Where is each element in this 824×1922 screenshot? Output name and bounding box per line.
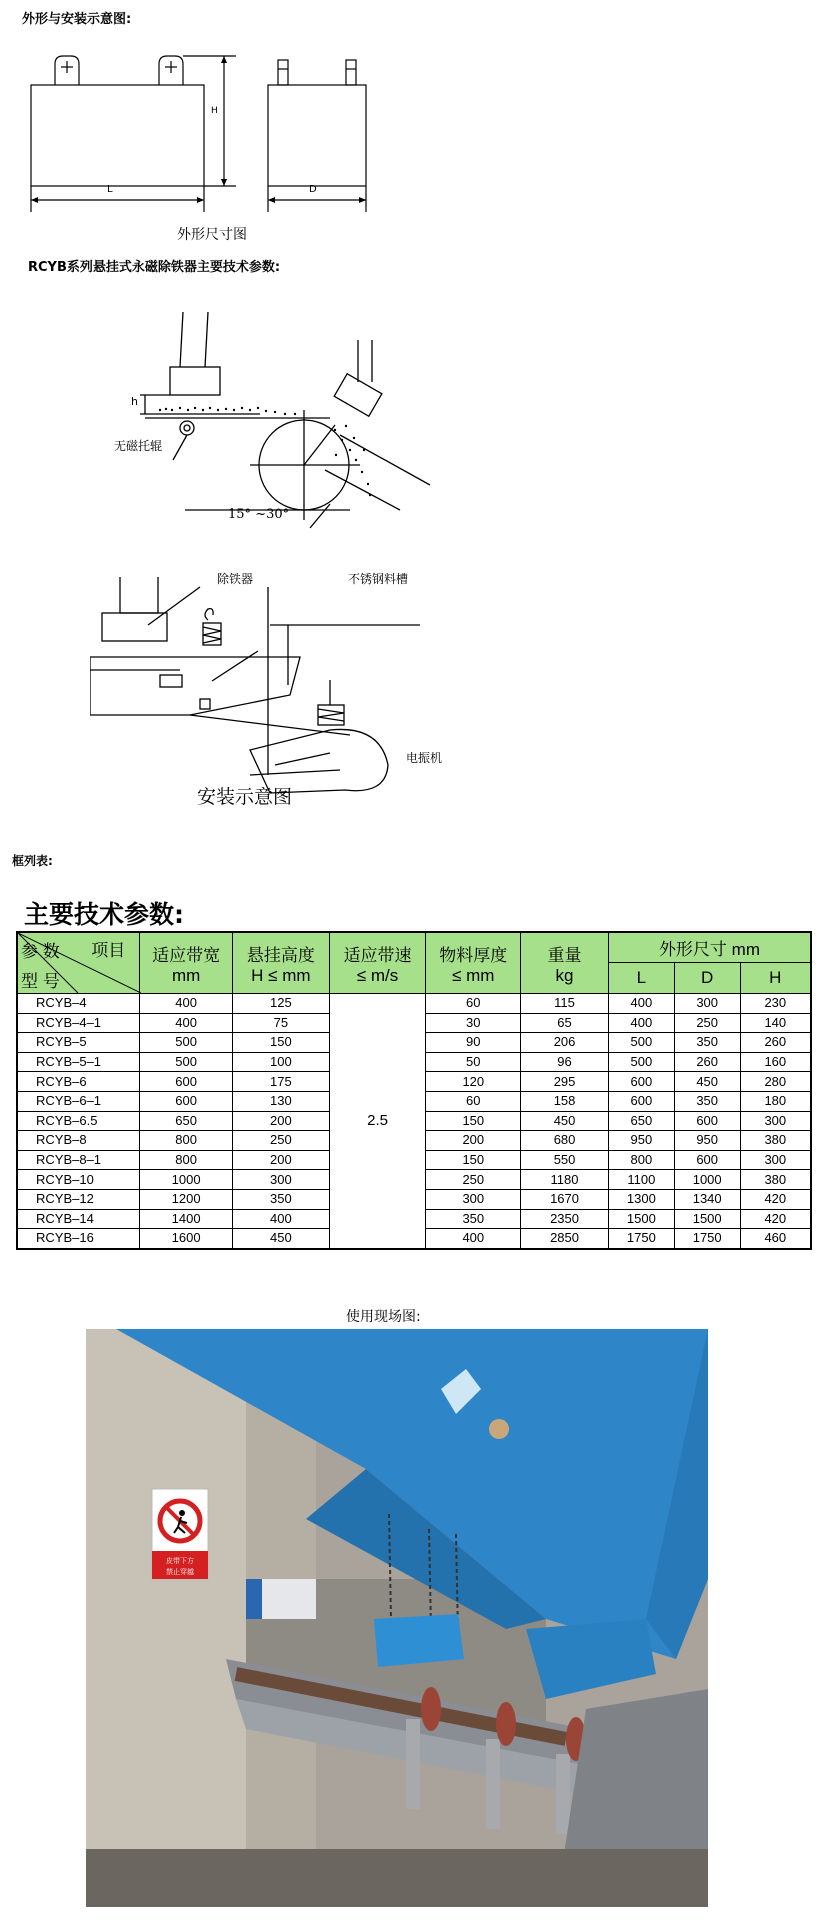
- table-cell: 500: [140, 1033, 233, 1053]
- remover-label: 除铁器: [217, 572, 254, 586]
- belt-speed-cell: 2.5: [329, 994, 426, 1249]
- table-cell: 130: [232, 1091, 329, 1111]
- table-cell: 1300: [608, 1189, 674, 1209]
- table-cell: 1180: [521, 1170, 609, 1190]
- table-cell: 600: [674, 1111, 740, 1131]
- model-cell: RCYB–6–1: [17, 1091, 140, 1111]
- table-cell: 158: [521, 1091, 609, 1111]
- model-cell: RCYB–5–1: [17, 1052, 140, 1072]
- table-cell: 295: [521, 1072, 609, 1092]
- table-cell: 150: [232, 1033, 329, 1053]
- table-cell: 90: [426, 1033, 521, 1053]
- roller-label: 无磁托辊: [114, 439, 163, 453]
- table-row: [17, 994, 811, 1014]
- table-cell: 420: [740, 1209, 811, 1229]
- outline-drawing: [0, 0, 400, 230]
- table-cell: 600: [674, 1150, 740, 1170]
- table-cell: 1000: [674, 1170, 740, 1190]
- table-cell: 420: [740, 1189, 811, 1209]
- vibrator-label: 电振机: [406, 751, 443, 765]
- table-cell: 206: [521, 1033, 609, 1053]
- table-cell: 460: [740, 1229, 811, 1249]
- table-cell: 60: [426, 994, 521, 1014]
- table-cell: 680: [521, 1131, 609, 1151]
- h-label: h: [131, 395, 138, 408]
- table-cell: 1200: [140, 1189, 233, 1209]
- model-cell: RCYB–4: [17, 994, 140, 1014]
- table-cell: 380: [740, 1131, 811, 1151]
- table-title: 主要技术参数:: [24, 900, 184, 929]
- photo-caption: 使用现场图:: [346, 1309, 421, 1325]
- col-header-material-thickness: 物料厚度 ≤ mm: [426, 932, 521, 994]
- table-cell: 350: [232, 1189, 329, 1209]
- table-cell: 230: [740, 994, 811, 1014]
- outline-caption: 外形尺寸图: [177, 227, 247, 243]
- table-cell: 200: [232, 1150, 329, 1170]
- table-cell: 125: [232, 994, 329, 1014]
- table-cell: 350: [674, 1091, 740, 1111]
- col-header-belt-speed: 适应带速 ≤ m/s: [329, 932, 426, 994]
- col-header-h: H: [740, 963, 811, 994]
- table-cell: 500: [140, 1052, 233, 1072]
- table-cell: 800: [608, 1150, 674, 1170]
- table-cell: 200: [232, 1111, 329, 1131]
- table-cell: 250: [674, 1013, 740, 1033]
- angle-label: 15° ~30°: [228, 507, 290, 522]
- model-cell: RCYB–5: [17, 1033, 140, 1053]
- table-cell: 600: [608, 1072, 674, 1092]
- col-header-suspension-height: 悬挂高度 H ≤ mm: [232, 932, 329, 994]
- table-cell: 96: [521, 1052, 609, 1072]
- table-cell: 1500: [674, 1209, 740, 1229]
- install-caption: 安装示意图: [197, 786, 293, 808]
- table-cell: 1400: [140, 1209, 233, 1229]
- table-cell: 400: [608, 994, 674, 1014]
- corner-top-label: 项目: [91, 941, 126, 960]
- table-cell: 1000: [140, 1170, 233, 1190]
- col-header-belt-width: 适应带宽 mm: [140, 932, 233, 994]
- table-cell: 120: [426, 1072, 521, 1092]
- outline-heading: 外形与安装示意图:: [22, 12, 132, 27]
- model-cell: RCYB–8–1: [17, 1150, 140, 1170]
- table-cell: 1750: [674, 1229, 740, 1249]
- table-cell: 450: [232, 1229, 329, 1249]
- table-cell: 400: [140, 1013, 233, 1033]
- table-cell: 450: [674, 1072, 740, 1092]
- table-cell: 300: [674, 994, 740, 1014]
- table-cell: 650: [608, 1111, 674, 1131]
- table-cell: 450: [521, 1111, 609, 1131]
- install-diagram-trough: [90, 565, 450, 795]
- table-cell: 650: [140, 1111, 233, 1131]
- table-cell: 100: [232, 1052, 329, 1072]
- table-cell: 600: [140, 1072, 233, 1092]
- table-cell: 180: [740, 1091, 811, 1111]
- table-cell: 175: [232, 1072, 329, 1092]
- table-cell: 160: [740, 1052, 811, 1072]
- table-cell: 50: [426, 1052, 521, 1072]
- model-cell: RCYB–6: [17, 1072, 140, 1092]
- table-cell: 30: [426, 1013, 521, 1033]
- table-cell: 350: [674, 1033, 740, 1053]
- col-header-d: D: [674, 963, 740, 994]
- site-photo: [86, 1329, 708, 1907]
- col-header-outline: 外形尺寸 mm: [608, 932, 811, 963]
- table-cell: 250: [426, 1170, 521, 1190]
- table-cell: 115: [521, 994, 609, 1014]
- table-cell: 150: [426, 1111, 521, 1131]
- corner-left-label1: 参 数: [21, 942, 60, 961]
- table-cell: 260: [674, 1052, 740, 1072]
- col-header-l: L: [608, 963, 674, 994]
- table-cell: 1600: [140, 1229, 233, 1249]
- table-cell: 950: [608, 1131, 674, 1151]
- table-cell: 200: [426, 1131, 521, 1151]
- table-cell: 350: [426, 1209, 521, 1229]
- table-cell: 400: [426, 1229, 521, 1249]
- spec-table-body: [17, 994, 811, 1249]
- table-cell: 300: [232, 1170, 329, 1190]
- table-cell: 260: [740, 1033, 811, 1053]
- table-cell: 800: [140, 1131, 233, 1151]
- table-cell: 1340: [674, 1189, 740, 1209]
- table-cell: 1100: [608, 1170, 674, 1190]
- corner-left-label2: 型 号: [21, 972, 60, 991]
- sign-text-2: 禁止穿越: [166, 1568, 194, 1576]
- table-cell: 550: [521, 1150, 609, 1170]
- table-cell: 250: [232, 1131, 329, 1151]
- table-cell: 500: [608, 1052, 674, 1072]
- install-diagram-belt: [100, 300, 440, 540]
- sign-text-1: 皮带下方: [166, 1557, 194, 1565]
- dim-l-label: L: [107, 184, 113, 195]
- trough-label: 不锈钢料槽: [348, 572, 409, 586]
- model-cell: RCYB–14: [17, 1209, 140, 1229]
- table-cell: 400: [140, 994, 233, 1014]
- table-cell: 600: [140, 1091, 233, 1111]
- series-heading: RCYB系列悬挂式永磁除铁器主要技术参数:: [28, 260, 281, 275]
- model-cell: RCYB–4–1: [17, 1013, 140, 1033]
- dim-d-label: D: [309, 184, 317, 195]
- table-cell: 2350: [521, 1209, 609, 1229]
- table-cell: 800: [140, 1150, 233, 1170]
- table-cell: 300: [740, 1111, 811, 1131]
- model-cell: RCYB–12: [17, 1189, 140, 1209]
- table-cell: 400: [232, 1209, 329, 1229]
- dim-h-label: H: [211, 106, 218, 116]
- corner-header: [17, 932, 140, 994]
- model-cell: RCYB–8: [17, 1131, 140, 1151]
- table-cell: 1750: [608, 1229, 674, 1249]
- table-cell: 75: [232, 1013, 329, 1033]
- table-cell: 1670: [521, 1189, 609, 1209]
- series-table-label: 框列表:: [12, 854, 53, 868]
- table-cell: 300: [740, 1150, 811, 1170]
- model-cell: RCYB–16: [17, 1229, 140, 1249]
- model-cell: RCYB–10: [17, 1170, 140, 1190]
- table-cell: 600: [608, 1091, 674, 1111]
- table-cell: 140: [740, 1013, 811, 1033]
- table-cell: 400: [608, 1013, 674, 1033]
- spec-table: [16, 931, 812, 1250]
- table-cell: 150: [426, 1150, 521, 1170]
- col-header-weight: 重量 kg: [521, 932, 609, 994]
- table-cell: 500: [608, 1033, 674, 1053]
- table-cell: 2850: [521, 1229, 609, 1249]
- table-cell: 65: [521, 1013, 609, 1033]
- table-cell: 280: [740, 1072, 811, 1092]
- table-cell: 300: [426, 1189, 521, 1209]
- table-cell: 60: [426, 1091, 521, 1111]
- table-cell: 950: [674, 1131, 740, 1151]
- table-cell: 1500: [608, 1209, 674, 1229]
- table-cell: 380: [740, 1170, 811, 1190]
- model-cell: RCYB–6.5: [17, 1111, 140, 1131]
